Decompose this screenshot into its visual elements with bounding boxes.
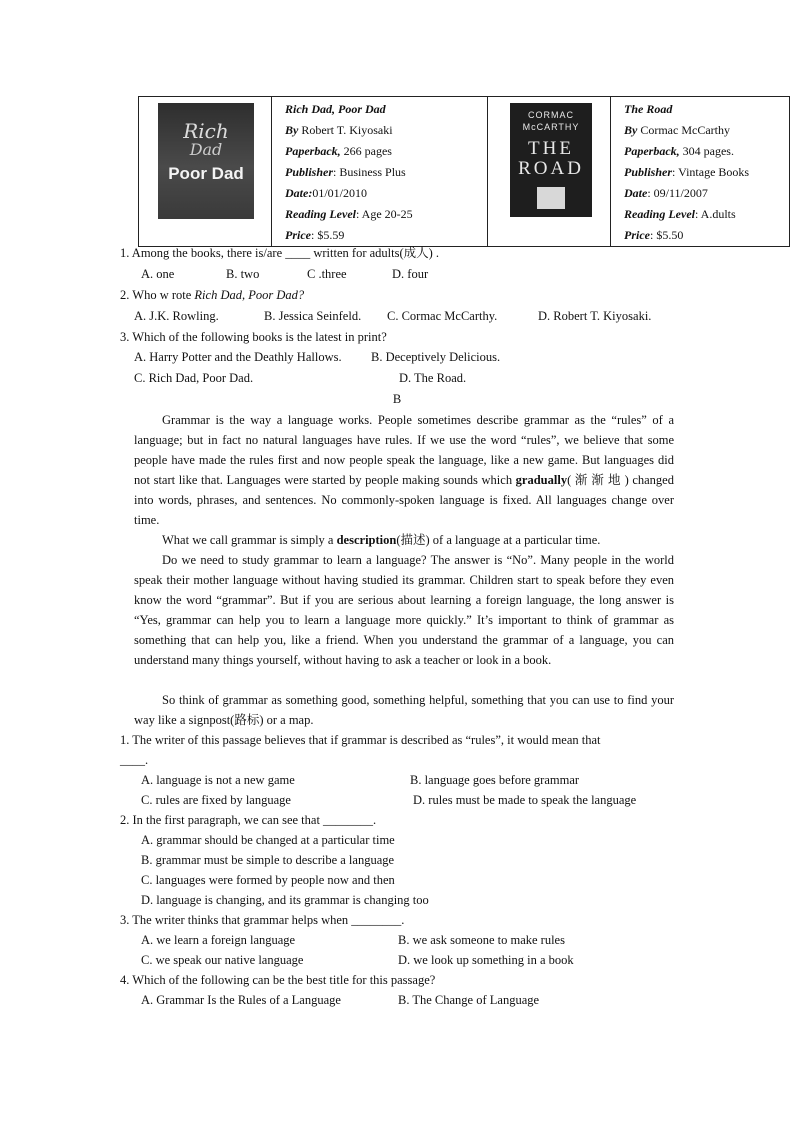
b-q3-option-d: D. we look up something in a book	[398, 953, 574, 967]
b-q2-option-b: B. grammar must be simple to describe a language	[141, 853, 395, 867]
b-q1-option-a: A. language is not a new game	[141, 773, 295, 787]
book1-price: : $5.59	[311, 228, 345, 242]
b-q2-option-d: D. language is changing, and its grammar is changing too	[141, 893, 429, 907]
b-q4-option-a: A. Grammar Is the Rules of a Language	[141, 993, 341, 1007]
a-q2-stem: 2. Who w rote Rich Dad, Poor Dad?	[120, 288, 305, 302]
book1-author: Robert T. Kiyosaki	[301, 123, 393, 137]
book1-cover-image: Rich Dad Poor Dad	[158, 103, 254, 219]
a-q2-option-d: D. Robert T. Kiyosaki.	[538, 309, 652, 323]
b-q3-option-c: C. we speak our native language	[141, 953, 304, 967]
book2-author: Cormac McCarthy	[640, 123, 730, 137]
a-q1-option-b: B. two	[226, 267, 260, 281]
a-q2-option-c: C. Cormac McCarthy.	[387, 309, 498, 323]
book-info-table	[138, 96, 790, 247]
book1-date: 01/01/2010	[312, 186, 367, 200]
book2-date: : 09/11/2007	[647, 186, 708, 200]
passage-paragraph-1: Grammar is the way a language works. People sometimes describe grammar as the “rules” of a language; but in fact no natural languages have rules. If we use the word “rules”, we believe that some people have made the rules first and now people speak the language, like a new game. But languages did not start like that. Languages were started by people making sounds which gradually( 渐 渐 地 ) changed into words, phrases, and sentences. No commonly-spoken language is fixed. All languages change over time.	[134, 413, 674, 527]
a-q3-option-b: B. Deceptively Delicious.	[371, 350, 501, 364]
b-q3-option-a: A. we learn a foreign language	[141, 933, 296, 947]
book2-title: The Road	[624, 102, 673, 116]
book2-cover-image: CORMAC McCARTHY THE ROAD	[510, 103, 592, 217]
b-q2-stem: 2. In the first paragraph, we can see that ________.	[120, 813, 377, 827]
b-q1-option-b: B. language goes before grammar	[410, 773, 580, 787]
b-q1-stem: 1. The writer of this passage believes that if grammar is described as “rules”, it would mean that	[120, 733, 601, 747]
passage-paragraph-4: So think of grammar as something good, something helpful, something that you can use to find your way like a signpost(路标) or a map.	[134, 693, 674, 727]
a-q3-stem: 3. Which of the following books is the latest in print?	[120, 330, 387, 344]
passage-paragraph-2: What we call grammar is simply a description(描述) of a language at a particular time.	[162, 533, 601, 547]
a-q3-option-c: C. Rich Dad, Poor Dad.	[134, 371, 254, 385]
a-q1-option-a: A. one	[141, 267, 175, 281]
b-q2-option-c: C. languages were formed by people now and then	[141, 873, 395, 887]
book1-cover-cell	[139, 97, 272, 247]
book2-pages: 304 pages.	[682, 144, 734, 158]
b-q1-option-c: C. rules are fixed by language	[141, 793, 291, 807]
b-q2-option-a: A. grammar should be changed at a particular time	[141, 833, 395, 847]
book1-info: Rich Dad, Poor Dad By Robert T. Kiyosaki Paperback, 266 pages Publisher: Business Plus Date:01/01/2010 Reading Level: Age 20-25 Price: $5.59	[272, 97, 488, 247]
section-b-heading: B	[392, 392, 402, 406]
passage-paragraph-3: Do we need to study grammar to learn a language? The answer is “No”. Many people in the world speak their mother language without having studied its grammar. Children start to speak before they even know the word “grammar”. But if you are serious about learning a foreign language, the long answer is “Yes, grammar can help you to learn a language more quickly.” It’s important to think of grammar as something that can help you, like a friend. When you understand the grammar of a language, you can understand many things yourself, without having to ask a teacher or look in a book.	[134, 553, 674, 667]
a-q1-stem: 1. Among the books, there is/are ____ written for adults(成人) .	[120, 246, 440, 260]
b-q4-option-b: B. The Change of Language	[398, 993, 540, 1007]
a-q2-option-a: A. J.K. Rowling.	[134, 309, 219, 323]
b-q1-blank: ____.	[120, 753, 149, 767]
a-q3-option-a: A. Harry Potter and the Deathly Hallows.	[134, 350, 342, 364]
a-q1-option-d: D. four	[392, 267, 429, 281]
b-q3-stem: 3. The writer thinks that grammar helps when ________.	[120, 913, 405, 927]
book1-title: Rich Dad, Poor Dad	[285, 102, 386, 116]
book1-publisher: : Business Plus	[333, 165, 406, 179]
book2-price: : $5.50	[650, 228, 684, 242]
a-q2-option-b: B. Jessica Seinfeld.	[264, 309, 362, 323]
book2-info: The Road By Cormac McCarthy Paperback, 304 pages. Publisher: Vintage Books Date: 09/11/2007 Reading Level: A.dults Price: $5.50	[611, 97, 790, 247]
b-q1-option-d: D. rules must be made to speak the language	[413, 793, 637, 807]
book2-publisher: : Vintage Books	[672, 165, 750, 179]
book2-level: : A.dults	[694, 207, 736, 221]
b-q4-stem: 4. Which of the following can be the best title for this passage?	[120, 973, 436, 987]
a-q3-option-d: D. The Road.	[399, 371, 467, 385]
b-q3-option-b: B. we ask someone to make rules	[398, 933, 565, 947]
a-q1-option-c: C .three	[307, 267, 347, 281]
book1-pages: 266 pages	[343, 144, 392, 158]
book2-cover-cell	[488, 97, 611, 247]
book1-level: : Age 20-25	[355, 207, 413, 221]
